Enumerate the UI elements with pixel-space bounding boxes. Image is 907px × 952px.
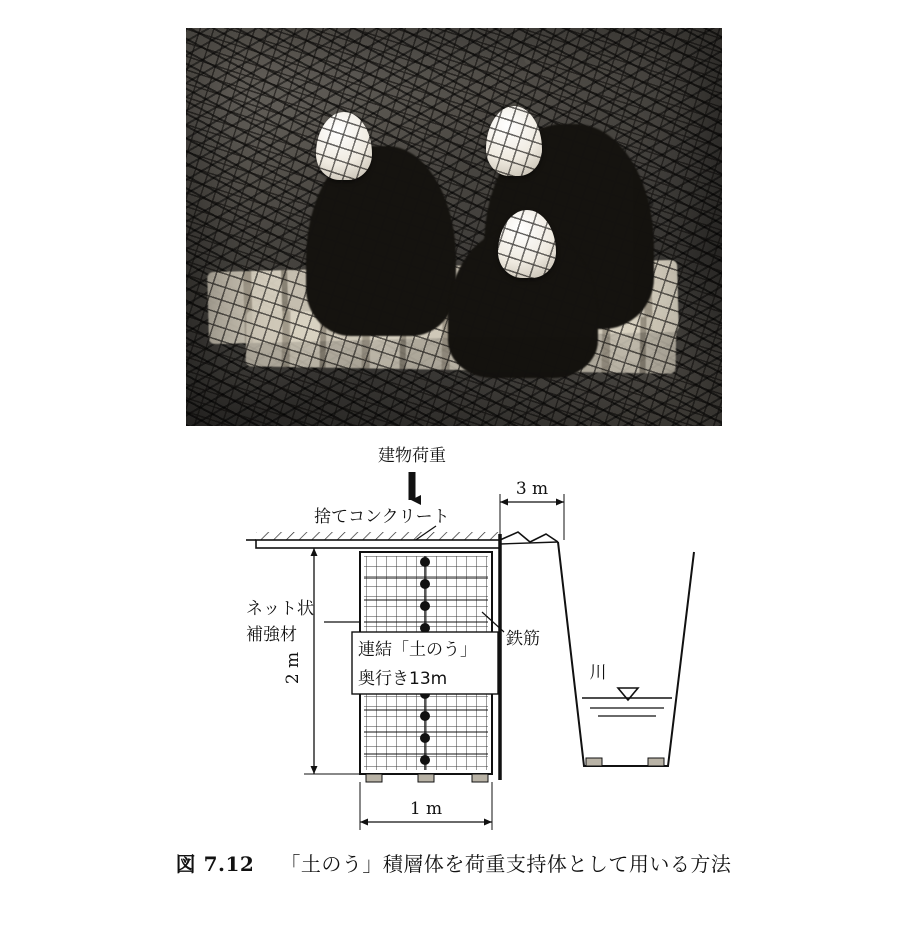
construction-photo [186,28,722,426]
label-building-load: 建物荷重 [378,446,446,466]
label-net-reinforcement-1: ネット状 [246,599,314,619]
figure-number: 図 7.12 [175,852,255,876]
label-river: 川 [589,663,607,683]
dim-height-label: 2 m [283,651,303,685]
dim-top-label: 3 m [515,479,549,499]
ground-surface-right [500,532,558,542]
label-lean-concrete: 捨てコンクリート [314,507,450,527]
label-net-reinforcement-2: 補強材 [246,625,297,645]
geogrid-mesh [186,28,722,426]
base-pads [366,774,488,782]
label-connected-sandbag-2: 奥行き13m [358,669,448,689]
label-rebar: 鉄筋 [506,629,540,649]
figure-caption [0,848,907,877]
dim-width-label: 1 m [409,799,443,819]
river-bank-left [500,542,558,544]
label-connected-sandbag-1: 連結「土のう」 [358,640,477,660]
river-channel [558,542,694,766]
lean-concrete-slab [256,540,500,548]
figure-caption-text: 「土のう」積層体を荷重支持体として用いる方法 [280,852,732,876]
ground-hatch-left [256,532,500,540]
cross-section-diagram [186,436,726,836]
river-bed-pads [586,758,664,766]
diagram-svg [186,436,726,836]
